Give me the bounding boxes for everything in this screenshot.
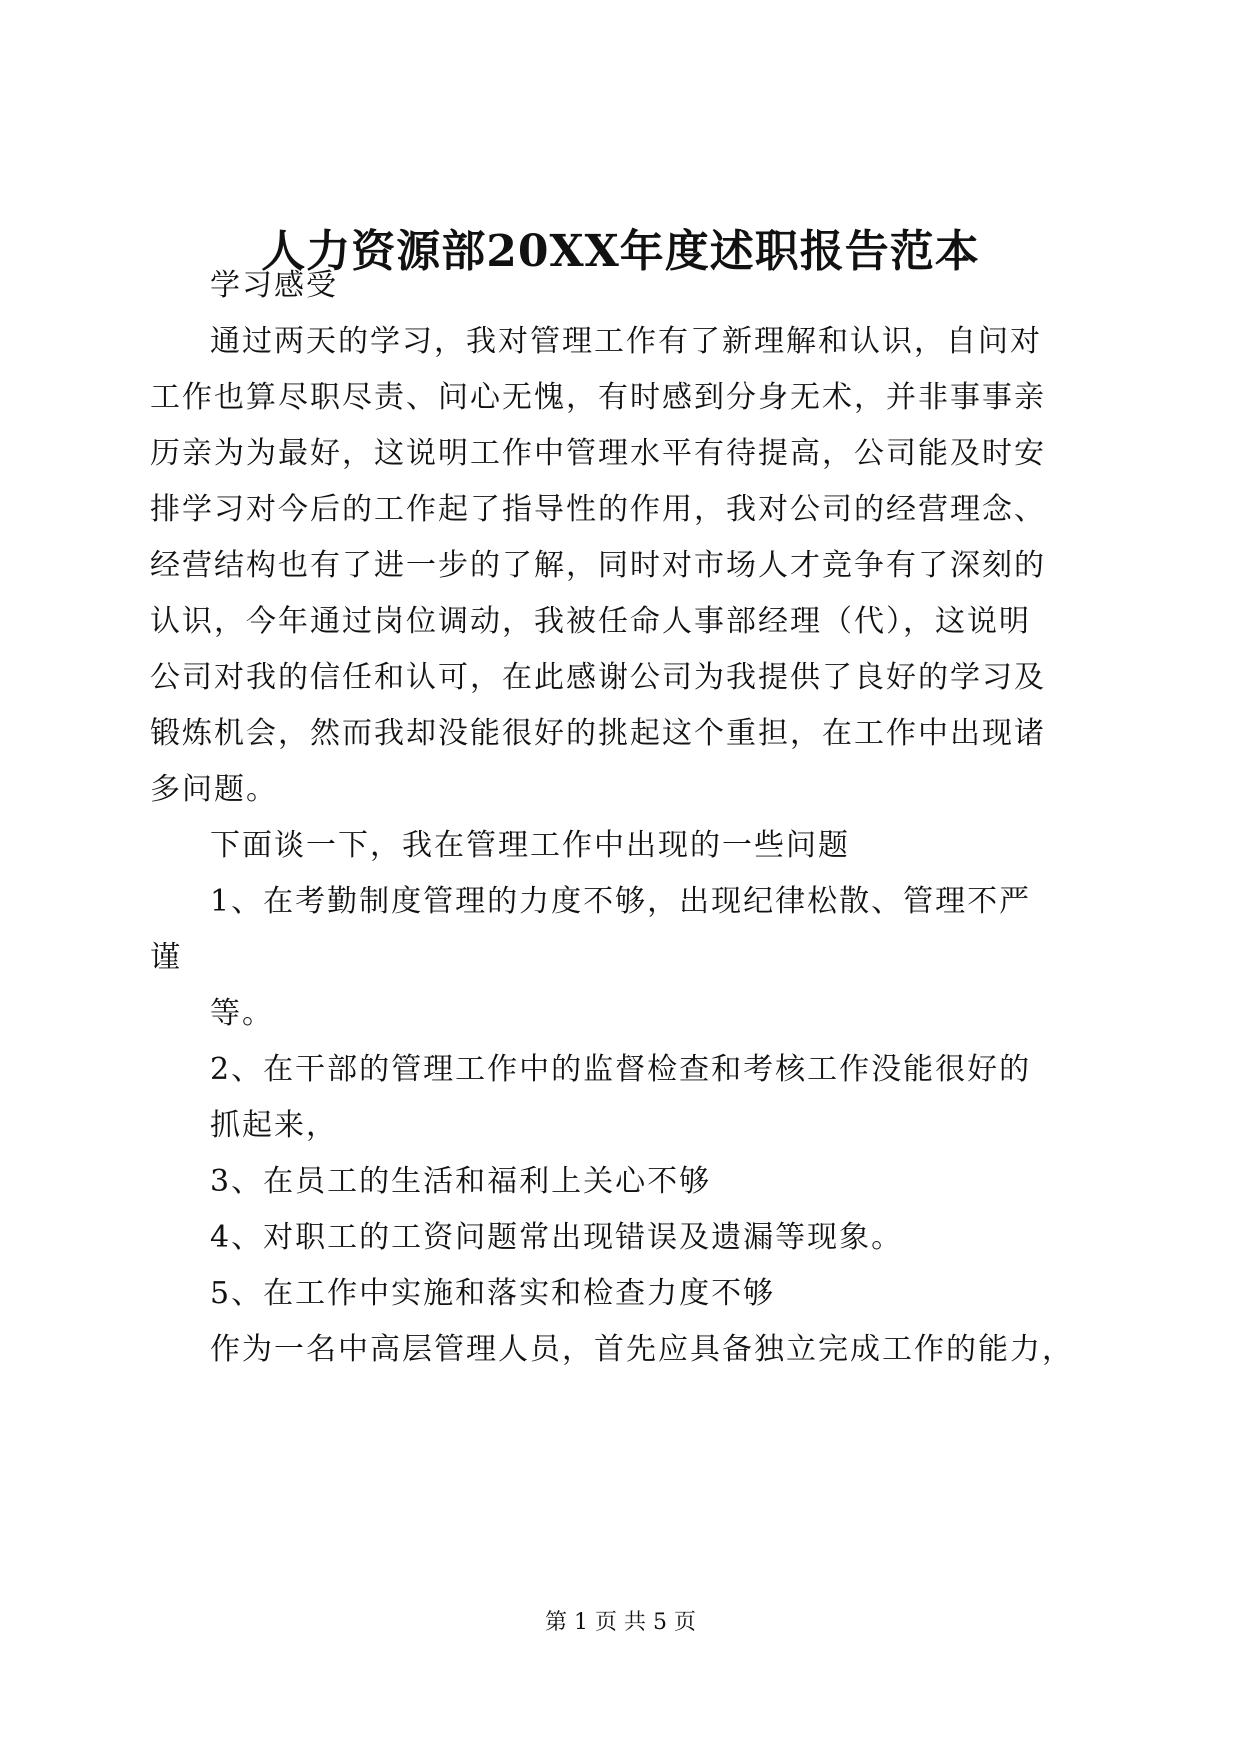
paragraph-line: 作为一名中高层管理人员，首先应具备独立完成工作的能力，: [210, 1332, 1074, 1367]
list-item-line: 1、在考勤制度管理的力度不够，出现纪律松散、管理不严: [210, 884, 1032, 919]
list-item-line: 谨: [150, 940, 182, 975]
paragraph-line: 下面谈一下，我在管理工作中出现的一些问题: [210, 828, 850, 863]
document-title: 人力资源部20XX年度述职报告范本: [261, 226, 980, 277]
list-item-line: 抓起来，: [210, 1108, 338, 1143]
paragraph-line: 认识，今年通过岗位调动，我被任命人事部经理（代），这说明: [150, 604, 1031, 639]
paragraph-line: 多问题。: [150, 772, 278, 807]
paragraph-line: 学习感受: [210, 268, 338, 303]
list-item-line: 3、在员工的生活和福利上关心不够: [210, 1164, 712, 1199]
paragraph-line: 公司对我的信任和认可，在此感谢公司为我提供了良好的学习及: [150, 660, 1046, 695]
paragraph-line: 历亲为为最好，这说明工作中管理水平有待提高，公司能及时安: [150, 436, 1046, 471]
paragraph-line: 经营结构也有了进一步的了解，同时对市场人才竞争有了深刻的: [150, 548, 1046, 583]
paragraph-line: 工作也算尽职尽责、问心无愧，有时感到分身无术，并非事事亲: [150, 380, 1046, 415]
list-item-line: 2、在干部的管理工作中的监督检查和考核工作没能很好的: [210, 1052, 1032, 1087]
list-item-line: 5、在工作中实施和落实和检查力度不够: [210, 1276, 776, 1311]
paragraph-line: 等。: [210, 996, 274, 1031]
paragraph-line: 通过两天的学习，我对管理工作有了新理解和认识，自问对: [210, 324, 1042, 359]
paragraph-line: 排学习对今后的工作起了指导性的作用，我对公司的经营理念、: [150, 492, 1046, 527]
list-item-line: 4、对职工的工资问题常出现错误及遗漏等现象。: [210, 1220, 904, 1255]
page-footer: 第 1 页 共 5 页: [545, 1610, 696, 1635]
paragraph-line: 锻炼机会，然而我却没能很好的挑起这个重担，在工作中出现诸: [150, 716, 1046, 751]
